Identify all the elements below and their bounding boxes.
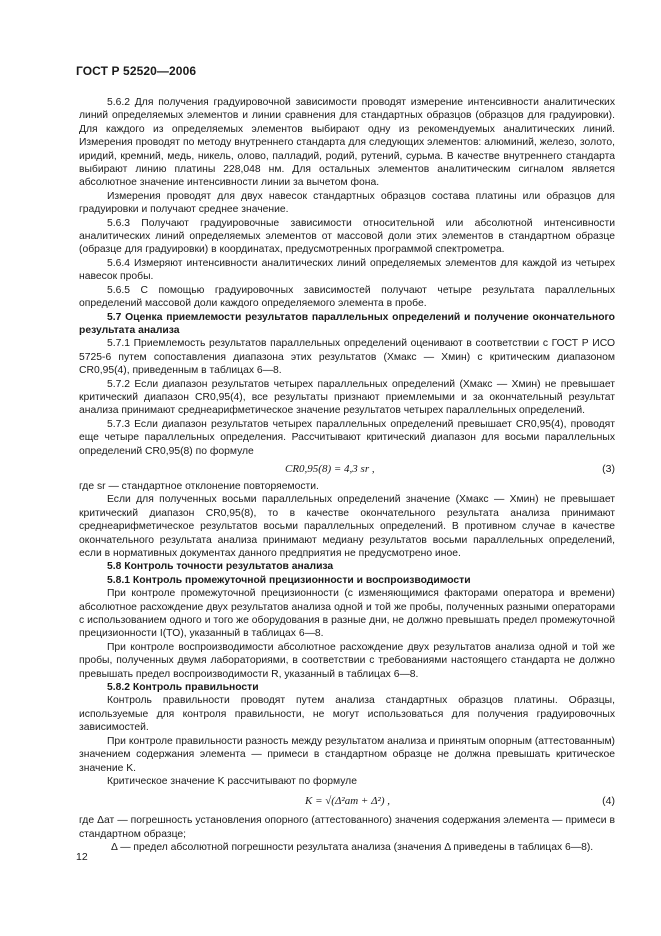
formula-4-where-b: Δ — предел абсолютной погрешности результата анализа (значения Δ приведены в таблицах 6—8).	[111, 842, 594, 854]
section-heading-5-8: 5.8 Контроль точности результатов анализа	[107, 561, 334, 573]
paragraph-5-7-1: 5.7.1 Приемлемость результатов параллельных определений оценивают в соответствии с ГОСТ Р ИСО 5725-6 путем сопоставления диапазона этих результатов (Xмакс — Xмин) с критическим диапазоном CR0,95(4), приведенным в таблицах 6—8.	[79, 338, 615, 377]
document-header: ГОСТ Р 52520—2006	[76, 64, 197, 78]
paragraph-intermediate-precision: При контроле промежуточной прецизионности (с изменяющимися факторами оператора и времени) абсолютное расхождение двух результатов анализа одной и той же пробы, полученных разными операторами с использованием одного и того же оборудования в разные дни, не должно превышать предел промежуточной прецизионности I(TO), указанный в таблицах 6—8.	[79, 588, 615, 640]
formula-3-where: где sr — стандартное отклонение повторяемости.	[79, 480, 319, 492]
page-body	[79, 96, 615, 855]
paragraph-accuracy-difference: При контроле правильности разность между результатом анализа и принятым опорным (аттестованным) значением содержания элемента — примеси в стандартном образце не должна превышать критическое значение K.	[79, 735, 615, 774]
paragraph-critical-value: Критическое значение K рассчитывают по формуле	[107, 775, 357, 787]
paragraph-measurements: Измерения проводят для двух навесок стандартных образцов состава платины или образцов для градуировки и получают среднее значение.	[79, 190, 615, 216]
section-heading-5-7: 5.7 Оценка приемлемости результатов параллельных определений и получение окончательного результата анализа	[79, 311, 615, 336]
page-number: 12	[76, 851, 88, 863]
formula-3-number: (3)	[602, 462, 615, 475]
paragraph-5-6-4: 5.6.4 Измеряют интенсивности аналитических линий определяемых элементов для каждой из четырех навесок пробы.	[79, 257, 615, 283]
subsection-heading-5-8-1: 5.8.1 Контроль промежуточной прецизионности и воспроизводимости	[107, 574, 471, 586]
subsection-heading-5-8-2: 5.8.2 Контроль правильности	[107, 682, 259, 694]
paragraph-reproducibility: При контроле воспроизводимости абсолютное расхождение двух результатов анализа одной и той же пробы, полученных двумя лабораториями, в соответствии с требованиями настоящего стандарта не должно превышать предел воспроизводимости R, указанный в таблицах 6—8.	[79, 641, 615, 680]
paragraph-accuracy-control: Контроль правильности проводят путем анализа стандартных образцов платины. Образцы, используемые для контроля правильности, не могут использоваться для получения градуировочных зависимостей.	[79, 695, 615, 734]
paragraph-5-7-3: 5.7.3 Если диапазон результатов четырех параллельных определений превышает CR0,95(4), проводят еще четыре параллельных определения. Рассчитывают критический диапазон для восьми параллельных определений CR0,95(8) по формуле	[79, 418, 615, 457]
formula-3	[79, 458, 615, 480]
paragraph-5-7-2: 5.7.2 Если диапазон результатов четырех параллельных определений (Xмакс — Xмин) не превышает критический диапазон CR0,95(4), все результаты признают приемлемыми и за окончательный результат анализа принимают среднеарифметическое значение результатов четырех параллельных определений.	[79, 378, 615, 417]
formula-3-expression: CR0,95(8) = 4,3 sr ,	[285, 462, 375, 475]
paragraph-5-7-4: Если для полученных восьми параллельных определений значение (Xмакс — Xмин) не превышает критический диапазон CR0,95(8), то в качестве окончательного результата анализа принимают среднеарифметическое результатов восьми параллельных определений. В противном случае в качестве окончательного результата анализа принимают медиану результатов восьми параллельных определений, если в нормативных документах данного предприятия не предусмотрено иное.	[79, 494, 615, 559]
formula-4-expression: K = √(Δ²ат + Δ²) ,	[305, 795, 390, 808]
paragraph-5-6-2: 5.6.2 Для получения градуировочной зависимости проводят измерение интенсивности аналитических линий определяемых элементов и линии сравнения для стандартных образцов (образцов для градуировки). Для каждого из определяемых элементов выбирают одну из рекомендуемых аналитических линий. Измерения проводят по методу внутреннего стандарта для следующих элементов: алюминий, железо, золото, иридий, кремний, медь, никель, олово, палладий, родий, рутений, сурьма. В качестве внутреннего стандарта выбирают линию платины 228,048 нм. Для остальных элементов аналитическим сигналом является абсолютное значение интенсивности линии за вычетом фона.	[79, 97, 615, 189]
formula-4-number: (4)	[602, 795, 615, 808]
paragraph-5-6-3: 5.6.3 Получают градуировочные зависимости относительной или абсолютной интенсивности аналитических линий определяемых элементов от массовой доли этих элементов в стандартном образце (образце для градуировки) в координатах, предусмотренных программой спектрометра.	[79, 217, 615, 256]
paragraph-5-6-5: 5.6.5 С помощью градуировочных зависимостей получают четыре результата параллельных определений массовой доли каждого определяемого элемента в пробе.	[79, 284, 615, 310]
formula-4-where-a: где Δат — погрешность установления опорного (аттестованного) значения содержания элемента — примеси в стандартном образце;	[79, 815, 615, 840]
formula-4	[79, 788, 615, 814]
